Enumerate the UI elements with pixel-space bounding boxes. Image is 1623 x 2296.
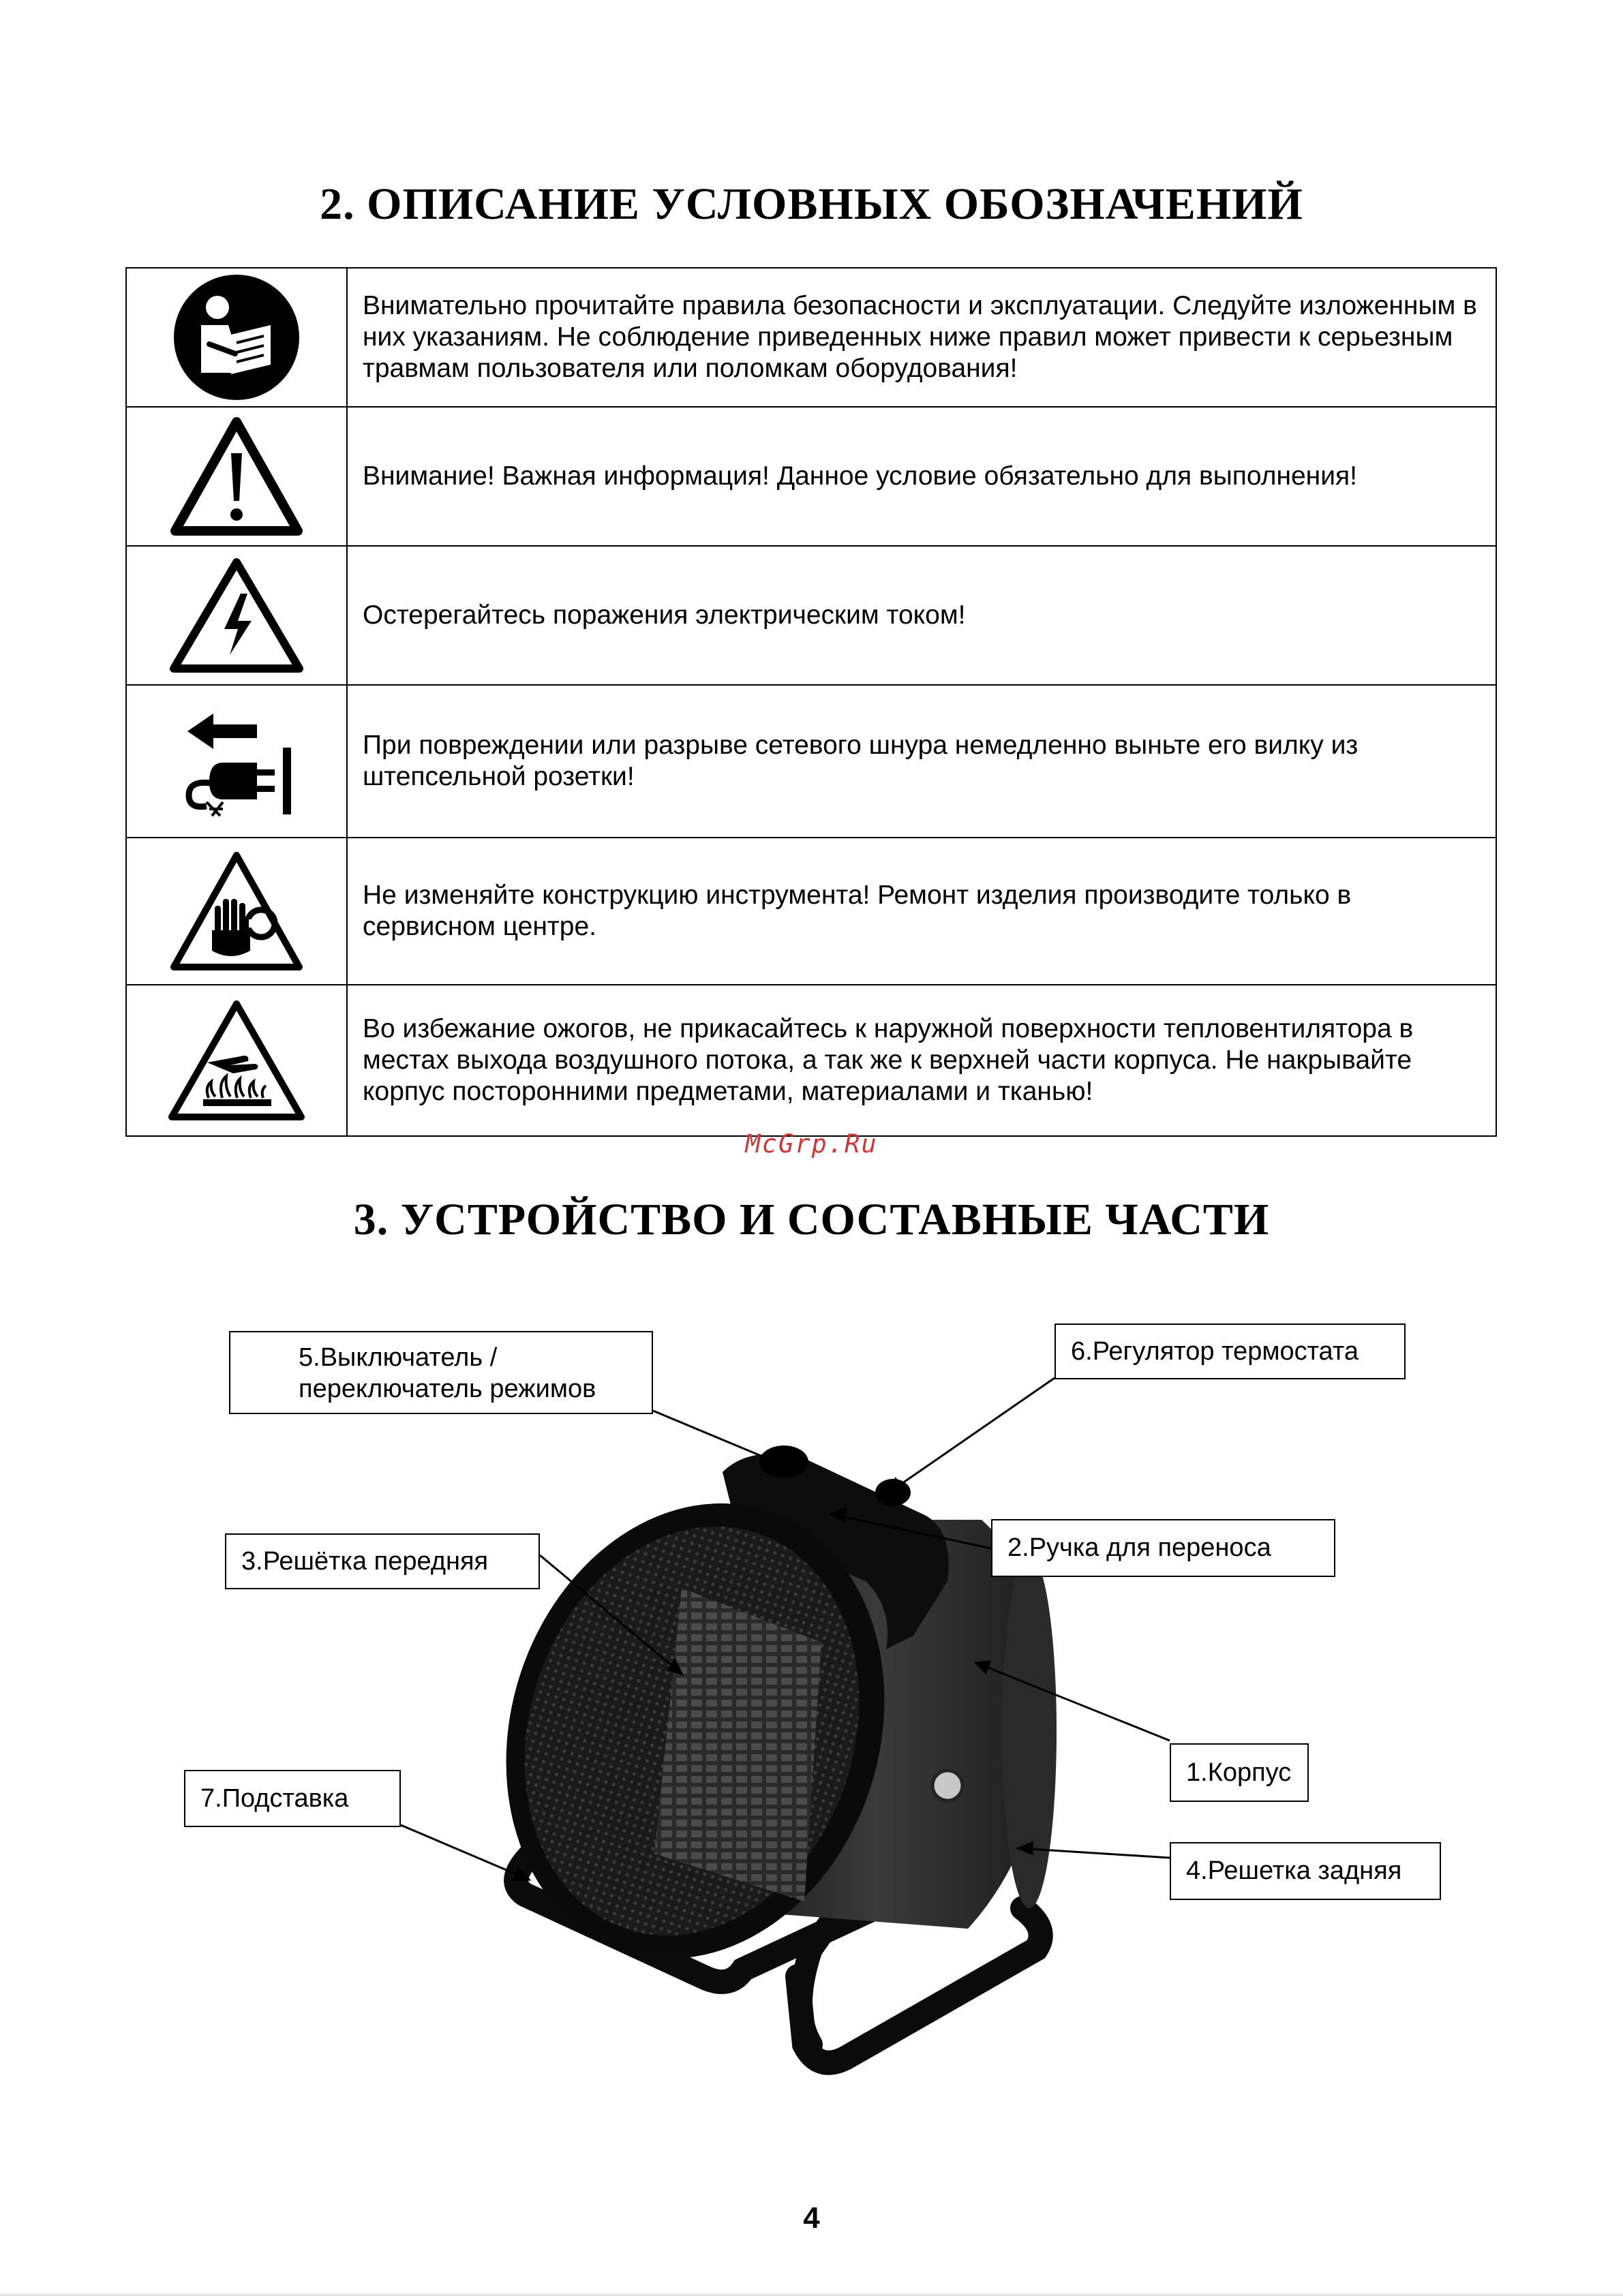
section-2-title: 2. ОПИСАНИЕ УСЛОВНЫХ ОБОЗНАЧЕНИЙ	[320, 179, 1303, 229]
callout-handle: 2.Ручка для переноса	[991, 1519, 1335, 1577]
callout-switch-line1: 5.Выключатель /	[299, 1343, 498, 1372]
electric-shock-icon	[167, 555, 306, 675]
watermark: McGrp.Ru	[745, 1129, 878, 1159]
page-number: 4	[803, 2201, 820, 2235]
callout-rear-grille: 4.Решетка задняя	[1170, 1842, 1441, 1900]
symbol-description: Во избежание ожогов, не прикасайтесь к наружной поверхности тепловентилятора в местах выхода воздушного потока, а так же к верхней части корпуса. Не накрывайте корпус посторонними предметами, материалами и тканью!	[347, 985, 1496, 1136]
callout-thermostat: 6.Регулятор термостата	[1055, 1323, 1406, 1379]
callout-stand: 7.Подставка	[184, 1770, 401, 1827]
warning-icon	[168, 415, 305, 538]
symbol-description: Внимание! Важная информация! Данное условие обязательно для выполнения!	[347, 407, 1496, 546]
symbol-description: При повреждении или разрыве сетевого шнура немедленно выньте его вилку из штепсельной розетки!	[347, 685, 1496, 838]
table-row	[126, 838, 1496, 985]
symbol-description: Остерегайтесь поражения электрическим током!	[347, 546, 1496, 685]
callout-body: 1.Корпус	[1170, 1743, 1309, 1802]
symbol-description: Не изменяйте конструкцию инструмента! Ремонт изделия производите только в сервисном центре.	[347, 838, 1496, 985]
table-row	[126, 685, 1496, 838]
callout-switch	[229, 1331, 653, 1414]
section-3-title: 3. УСТРОЙСТВО И СОСТАВНЫЕ ЧАСТИ	[353, 1195, 1270, 1244]
heater-illustration	[0, 1295, 1623, 2113]
table-row	[126, 546, 1496, 685]
hot-surface-icon	[165, 997, 308, 1124]
no-modification-icon	[167, 848, 306, 974]
table-row	[126, 407, 1496, 546]
symbol-description: Внимательно прочитайте правила безопасности и эксплуатации. Следуйте изложенным в них указаниям. Не соблюдение приведенных ниже правил может привести к серьезным травмам пользователя или поломкам оборудования!	[347, 268, 1496, 407]
unplug-icon	[168, 700, 305, 823]
callout-front-grille: 3.Решётка передняя	[225, 1533, 540, 1589]
table-row	[126, 268, 1496, 407]
symbols-table	[125, 267, 1497, 1137]
callout-switch-line2: переключатель режимов	[299, 1375, 596, 1403]
read-manual-icon	[168, 269, 305, 405]
table-row	[126, 985, 1496, 1136]
